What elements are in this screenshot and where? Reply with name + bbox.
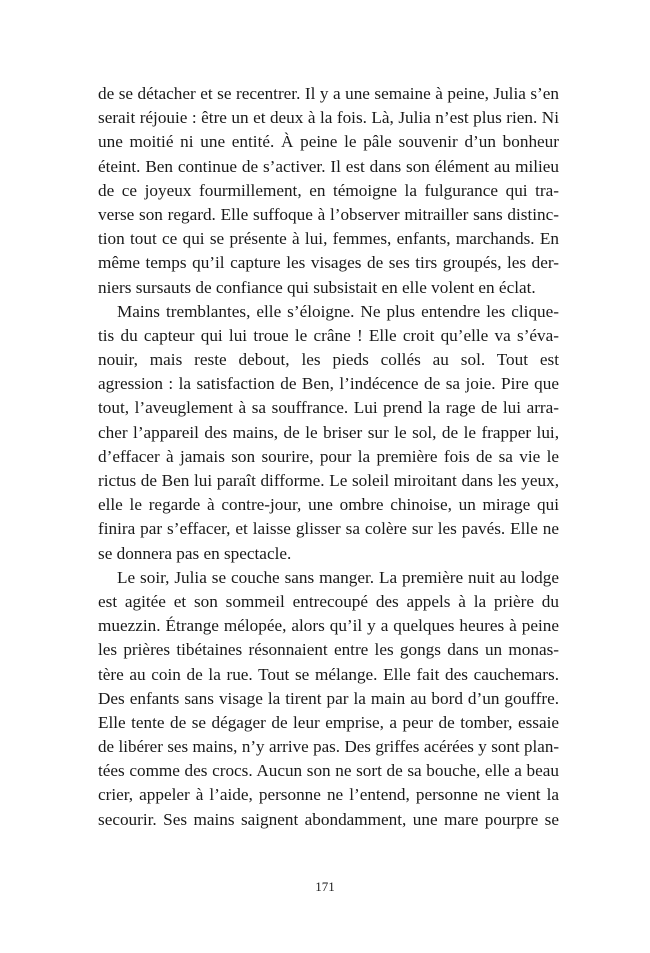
text-line: cher l’appareil des mains, de le briser sur le sol, de le frapper lui, xyxy=(98,422,559,442)
page-number: 171 xyxy=(315,879,335,894)
text-line: agression : la satisfaction de Ben, l’indécence de sa joie. Pire que xyxy=(98,374,559,394)
text-line: tout, l’aveuglement à sa souffrance. Lui prend la rage de lui arra- xyxy=(98,398,559,418)
text-line: tis du capteur qui lui troue le crâne ! Elle croit qu’elle va s’éva- xyxy=(98,325,559,345)
text-line: muezzin. Étrange mélopée, alors qu’il y a quelques heures à peine xyxy=(98,616,559,636)
text-line: les prières tibétaines résonnaient entre les gongs dans un monas- xyxy=(98,640,559,660)
text-line: niers sursauts de confiance qui subsistait en elle volent en éclat. xyxy=(98,277,536,297)
text-line: Le soir, Julia se couche sans manger. La première nuit au lodge xyxy=(117,567,559,587)
text-line: éteint. Ben continue de s’activer. Il est dans son élément au milieu xyxy=(98,156,559,176)
text-line: d’effacer à jamais son sourire, pour la première fois de sa vie le xyxy=(98,446,559,466)
text-line: tère au coin de la rue. Tout se mélange. Elle fait des cauchemars. xyxy=(98,664,559,684)
text-line: Des enfants sans visage la tirent par la main au bord d’un gouffre. xyxy=(98,688,559,708)
text-line: Mains tremblantes, elle s’éloigne. Ne plus entendre les clique- xyxy=(117,301,559,321)
paragraph-3 xyxy=(98,566,559,832)
paragraph-1 xyxy=(98,82,559,300)
text-line: tées comme des crocs. Aucun son ne sort de sa bouche, elle a beau xyxy=(98,761,559,781)
text-line: crier, appeler à l’aide, personne ne l’entend, personne ne vient la xyxy=(98,785,559,805)
text-line: une moitié ni une entité. À peine le pâle souvenir d’un bonheur xyxy=(98,132,559,152)
text-line: est agitée et son sommeil entrecoupé des appels à la prière du xyxy=(98,591,559,611)
text-line: nouir, mais reste debout, les pieds collés au sol. Tout est xyxy=(98,350,559,370)
text-line: serait réjouie : être un et deux à la fois. Là, Julia n’est plus rien. Ni xyxy=(98,108,559,128)
text-line: finira par s’effacer, et laisse glisser sa colère sur les pavés. Elle ne xyxy=(98,519,559,539)
paragraph-2 xyxy=(98,300,559,566)
text-line: de ce joyeux fourmillement, en témoigne la fulgurance qui tra- xyxy=(98,180,559,200)
text-line: rictus de Ben lui paraît difforme. Le soleil miroitant dans les yeux, xyxy=(98,471,559,490)
text-line: de libérer ses mains, n’y arrive pas. Des griffes acérées y sont plan- xyxy=(98,737,559,757)
text-line: elle le regarde à contre-jour, une ombre chinoise, un mirage qui xyxy=(98,495,559,515)
text-line: même temps qu’il capture les visages de ses tirs groupés, les der- xyxy=(98,253,559,273)
text-line: verse son regard. Elle suffoque à l’observer mitrailler sans distinc- xyxy=(98,204,559,224)
text-line: Elle tente de se dégager de leur emprise, a peur de tomber, essaie xyxy=(98,712,559,732)
text-line: tion tout ce qui se présente à lui, femmes, enfants, marchands. En xyxy=(98,229,559,249)
text-line: se donnera pas en spectacle. xyxy=(98,543,292,563)
text-line: secourir. Ses mains saignent abondamment, une mare pourpre se xyxy=(98,809,559,829)
text-line: de se détacher et se recentrer. Il y a une semaine à peine, Julia s’en xyxy=(98,84,559,103)
body-text xyxy=(98,82,559,832)
